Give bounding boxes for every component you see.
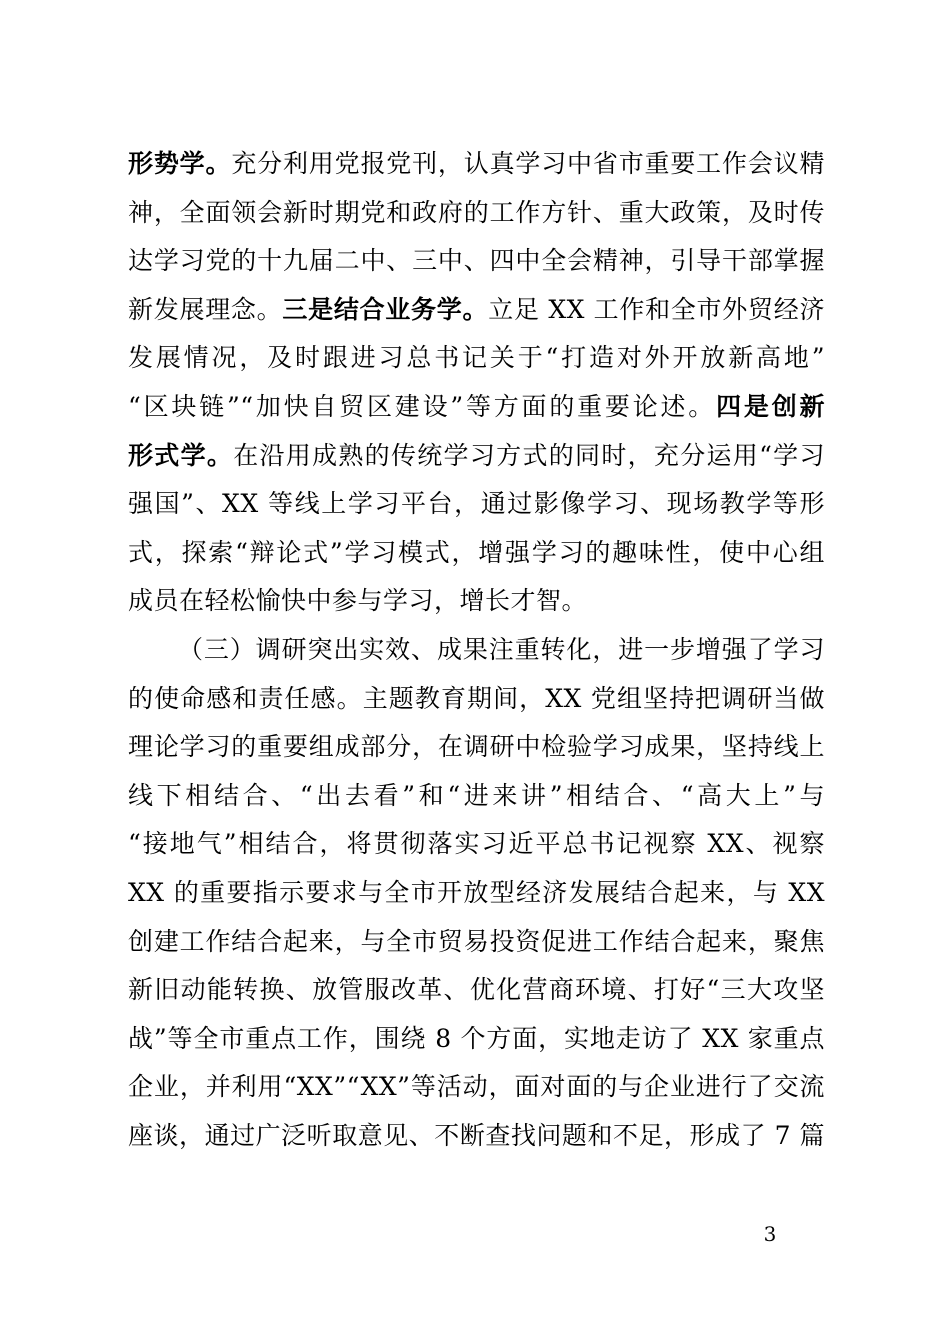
paragraph-research-results [128, 626, 825, 1161]
text-line [128, 966, 825, 1015]
text-run: 创建工作结合起来，与全市贸易投资促进工作结合起来，聚焦 [128, 926, 825, 956]
bold-heading-phrase: 三是结合业务学。 [282, 294, 489, 324]
text-line [128, 480, 825, 529]
text-run: 理论学习的重要组成部分，在调研中检验学习成果，坚持线上 [128, 732, 825, 762]
page-number: 3 [763, 1222, 777, 1246]
text-run: 战”等全市重点工作，围绕 8 个方面，实地走访了 XX 家重点 [128, 1023, 825, 1053]
text-run: 神，全面领会新时期党和政府的工作方针、重大政策，及时传 [128, 197, 825, 227]
text-run: 成员在轻松愉快中参与学习，增长才智。 [128, 586, 588, 616]
text-line [128, 820, 825, 869]
text-run: 达学习党的十九届二中、三中、四中全会精神，引导干部掌握 [128, 246, 825, 276]
text-line [128, 918, 825, 967]
text-run: 立足 XX 工作和全市外贸经济 [488, 294, 825, 324]
text-run: 座谈，通过广泛听取意见、不断查找问题和不足，形成了 7 篇 [128, 1120, 825, 1150]
text-line [128, 626, 825, 675]
text-run: 充分利用党报党刊，认真学习中省市重要工作会议精 [231, 149, 825, 178]
text-line [128, 1112, 825, 1161]
text-run: 在沿用成熟的传统学习方式的同时，充分运用“学习 [233, 440, 825, 470]
text-line [128, 772, 825, 821]
text-line [128, 1015, 825, 1064]
text-run: “接地气”相结合，将贯彻落实习近平总书记视察 XX、视察 [128, 829, 825, 859]
text-line [128, 334, 825, 383]
text-line [128, 869, 825, 918]
text-line [128, 577, 825, 626]
text-line [128, 723, 825, 772]
text-line [128, 383, 825, 432]
text-run: 的使命感和责任感。主题教育期间，XX 党组坚持把调研当做 [128, 683, 825, 713]
text-line [128, 140, 825, 189]
text-run: 强国”、XX 等线上学习平台，通过影像学习、现场教学等形 [128, 489, 825, 519]
text-line [128, 675, 825, 724]
bold-heading-phrase: 四是创新 [716, 391, 825, 421]
text-run: 线下相结合、“出去看”和“进来讲”相结合、“高大上”与 [128, 780, 825, 810]
bold-heading-phrase: 形式学。 [128, 440, 234, 470]
paragraph-study-methods [128, 140, 825, 626]
text-run: “区块链”“加快自贸区建设”等方面的重要论述。 [128, 391, 717, 421]
text-line [128, 286, 825, 335]
text-run: 式，探索“辩论式”学习模式，增强学习的趣味性，使中心组 [128, 537, 825, 567]
text-line [128, 529, 825, 578]
text-run: 发展情况，及时跟进习总书记关于“打造对外开放新高地” [128, 343, 825, 373]
body-text [128, 140, 825, 1160]
text-run: 新旧动能转换、放管服改革、优化营商环境、打好“三大攻坚 [128, 975, 825, 1005]
bold-heading-phrase: 形势学。 [128, 149, 232, 178]
text-run: XX 的重要指示要求与全市开放型经济发展结合起来，与 XX [128, 877, 825, 907]
text-line [128, 1063, 825, 1112]
text-run: （三）调研突出实效、成果注重转化，进一步增强了学习 [178, 634, 825, 664]
text-line [128, 432, 825, 481]
text-run: 企业，并利用“XX”“XX”等活动，面对面的与企业进行了交流 [128, 1072, 825, 1102]
text-line [128, 237, 825, 286]
text-run: 新发展理念。 [128, 294, 283, 324]
text-line [128, 189, 825, 238]
